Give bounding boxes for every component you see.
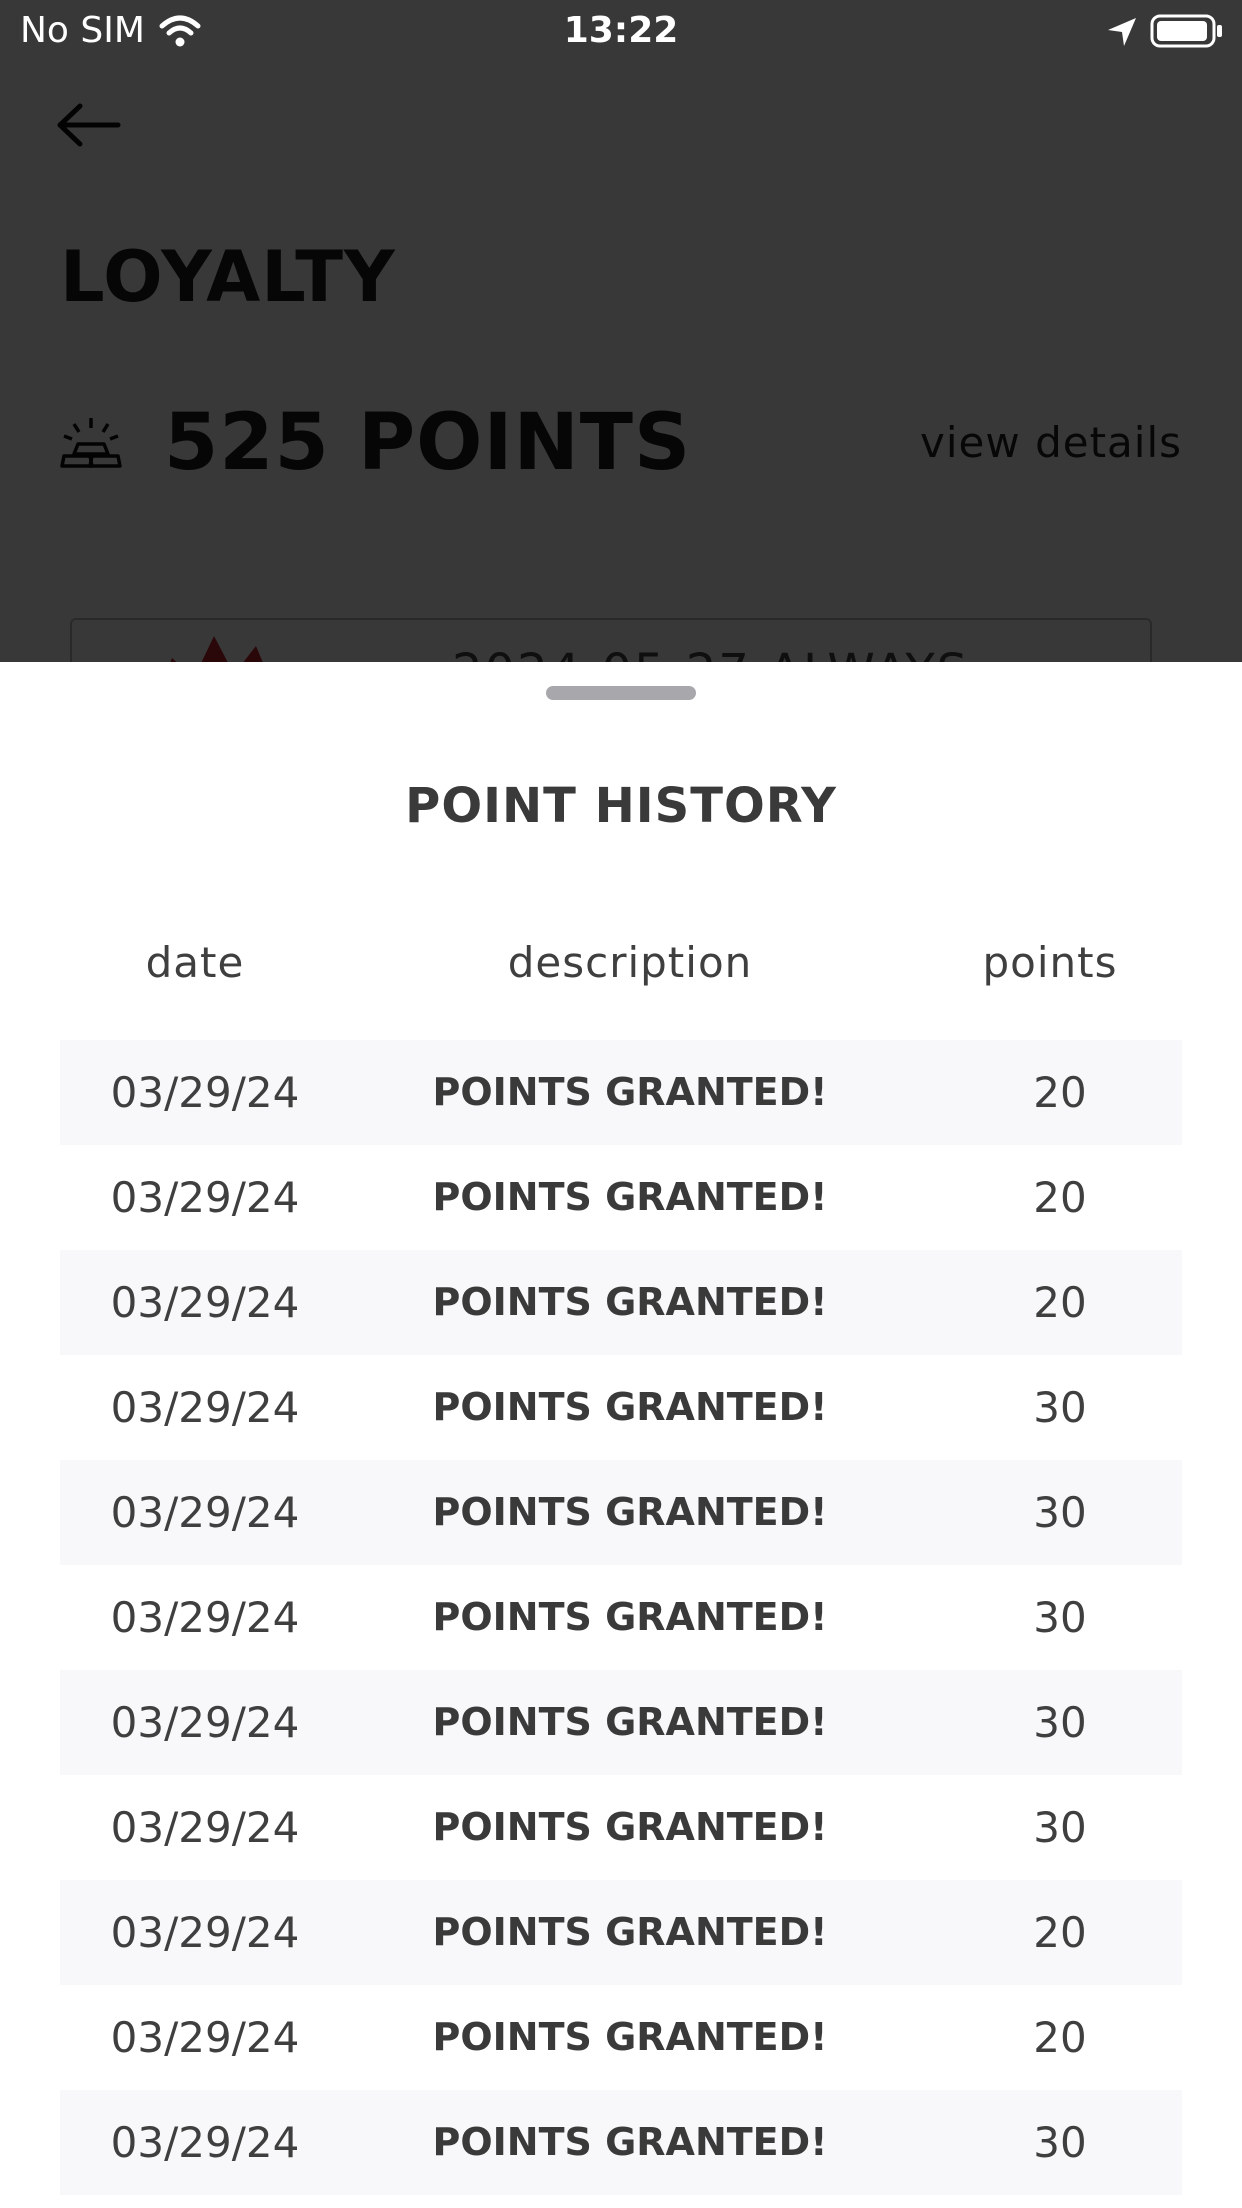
table-row (60, 1565, 1182, 1670)
row-description: POINTS GRANTED! (432, 1385, 828, 1429)
table-row (60, 1250, 1182, 1355)
table-header (60, 938, 1182, 1000)
table-row (60, 1145, 1182, 1250)
column-header-points: points (982, 938, 1118, 987)
row-date: 03/29/24 (110, 1278, 300, 1327)
row-points: 20 (1033, 1908, 1087, 1957)
row-points: 30 (1033, 1698, 1087, 1747)
row-points: 30 (1033, 1803, 1087, 1852)
row-date: 03/29/24 (110, 1803, 300, 1852)
row-points: 30 (1033, 1383, 1087, 1432)
sheet-grabber[interactable] (546, 686, 696, 700)
row-date: 03/29/24 (110, 1908, 300, 1957)
row-date: 03/29/24 (110, 1383, 300, 1432)
column-header-date: date (145, 938, 245, 987)
table-row (60, 1985, 1182, 2090)
row-description: POINTS GRANTED! (432, 1070, 828, 1114)
row-points: 20 (1033, 2013, 1087, 2062)
table-body (60, 1040, 1182, 2195)
row-date: 03/29/24 (110, 1593, 300, 1642)
row-points: 30 (1033, 1593, 1087, 1642)
point-history-sheet (0, 662, 1242, 2208)
table-row (60, 2090, 1182, 2195)
point-history-table (60, 938, 1182, 2167)
row-description: POINTS GRANTED! (432, 1490, 828, 1534)
row-description: POINTS GRANTED! (432, 1910, 828, 1954)
row-points: 30 (1033, 2118, 1087, 2167)
table-row (60, 1040, 1182, 1145)
table-row (60, 1355, 1182, 1460)
row-description: POINTS GRANTED! (432, 1700, 828, 1744)
table-row (60, 1880, 1182, 1985)
row-description: POINTS GRANTED! (432, 1595, 828, 1639)
row-date: 03/29/24 (110, 2013, 300, 2062)
row-points: 20 (1033, 1173, 1087, 1222)
row-date: 03/29/24 (110, 1173, 300, 1222)
row-date: 03/29/24 (110, 2118, 300, 2167)
table-row (60, 1775, 1182, 1880)
location-arrow-icon (1106, 16, 1138, 48)
row-description: POINTS GRANTED! (432, 2120, 828, 2164)
row-points: 20 (1033, 1068, 1087, 1117)
row-points: 30 (1033, 1488, 1087, 1537)
row-description: POINTS GRANTED! (432, 1805, 828, 1849)
modal-overlay[interactable] (0, 0, 1242, 662)
row-description: POINTS GRANTED! (432, 2015, 828, 2059)
row-date: 03/29/24 (110, 1698, 300, 1747)
table-row (60, 1670, 1182, 1775)
carrier-label: No SIM (20, 10, 145, 51)
row-date: 03/29/24 (110, 1068, 300, 1117)
row-date: 03/29/24 (110, 1488, 300, 1537)
row-description: POINTS GRANTED! (432, 1175, 828, 1219)
battery-icon (1150, 14, 1224, 48)
status-bar (0, 0, 1242, 62)
row-points: 20 (1033, 1278, 1087, 1327)
row-description: POINTS GRANTED! (432, 1280, 828, 1324)
sheet-title: POINT HISTORY (405, 778, 837, 834)
table-row (60, 1460, 1182, 1565)
column-header-description: description (507, 938, 753, 987)
status-time: 13:22 (563, 10, 679, 51)
